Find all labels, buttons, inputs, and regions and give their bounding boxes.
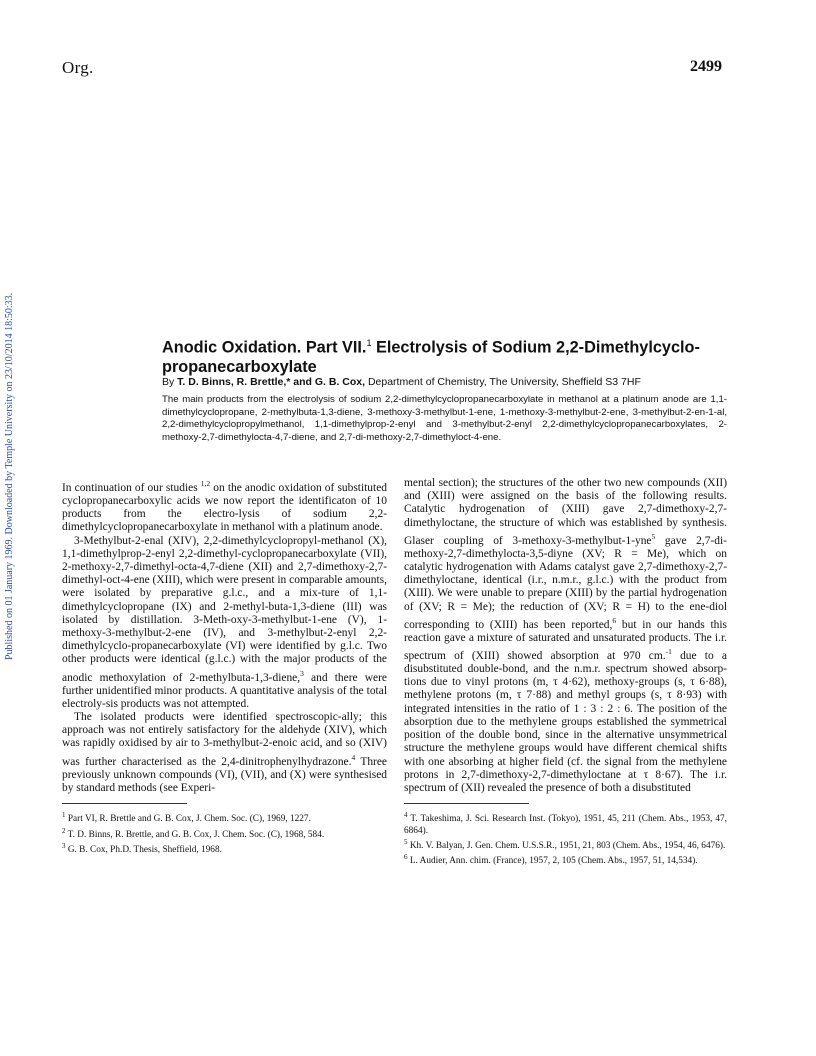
identification-text-b: Three previously unknown compounds (VI), (VII), and (X) were synthesised by standard methods (see Experi- — [62, 755, 387, 794]
footnote-number: 2 — [62, 826, 66, 835]
structures-text-a: mental section); the structures of the other two new compounds (XII) and (XIII) were assigned on the basis of the following results. Catalytic hydrogenation of (XIII) gave 2,7-dimethoxy-2,7-dimethyloctane, the structure of which was established by synthesis. Glaser coupling of 3-methoxy-3-methylbut-1-yne — [404, 477, 727, 547]
author-list: T. D. Binns, R. Brettle,* and G. B. Cox, — [177, 376, 366, 388]
paragraph-identification — [62, 711, 387, 795]
title-main: Anodic Oxidation. Part VII. — [162, 338, 367, 357]
footnote — [62, 841, 387, 856]
title-rest: Electrolysis of Sodium 2,2-Dimethylcyclo-propanecarboxylate — [162, 338, 700, 377]
structures-text-b: gave 2,7-di-methoxy-2,7-dimethylocta-3,5-diyne (XV; R = Me), which on catalytic hydrogenation with Adams catalyst gave 2,7-dimethoxy-2,7-dimethyloctane, identical (i.r., n.m.r., g.l.c.) with the product from (XIII). We were unable to prepare (XIII) by the partial hydrogenation of (XV; R = Me); the reduction of (XV; R = H) to the ene-diol corresponding to (XIII) has been reported, — [404, 534, 727, 631]
journal-name: Org. — [62, 58, 94, 77]
footnote — [62, 826, 387, 841]
footnote-number: 3 — [62, 841, 66, 850]
right-column — [404, 477, 727, 868]
structures-text-c: but in our hands this reaction gave a mixture of saturated and unsaturated products. The i.r. spectrum of (XIII) showed absorption at 970 cm. — [404, 618, 727, 662]
products-text-b: and there were further unidentified minor products. A quantitative analysis of the total electroly-sis products was not attempted. — [62, 671, 387, 710]
footnote — [404, 837, 727, 852]
affiliation: Department of Chemistry, The University, Sheffield S3 7HF — [365, 376, 641, 388]
footnote-number: 1 — [62, 811, 66, 820]
abstract: The main products from the electrolysis of sodium 2,2-dimethylcyclopropanecarboxylate in methanol at a platinum anode are 1,1-dimethylcyclopropane, 2-methylbuta-1,3-diene, 3-methoxy-3-methylbut-1-ene, 1-methoxy-3-methylbut-2-ene, 3-methylbut-2-en-1-al, 2,2-dimethylcyclopropylmethanol, 1,1-dimethylprop-2-enyl and 3-methylbut-2-enyl 2,2-dimethylcyclopropanecarboxylates, 2-methoxy-2,7-dimethylocta-4,7-diene, and 2,7-di-methoxy-2,7-dimethyloct-4-ene. — [162, 394, 727, 443]
footnote-number: 5 — [404, 837, 408, 846]
footnote-text: T. Takeshima, J. Sci. Research Inst. (Tokyo), 1951, 45, 211 (Chem. Abs., 1953, 47, 6864). — [404, 814, 727, 836]
ref-1-2: 1,2 — [200, 479, 211, 488]
left-column — [62, 477, 387, 856]
unit-exponent: -1 — [665, 647, 672, 657]
ref-6: 6 — [612, 615, 617, 625]
products-text-a: 3-Methylbut-2-enal (XIV), 2,2-dimethylcyclopropyl-methanol (X), 1,1-dimethylprop-2-enyl 2,2-dimethyl-cyclopropanecarboxylate (VII), 2-methoxy-2,7-dimethyl-octa-4,7-diene (XII) and 2,7-dimethoxy-2,7-dimethyl-oct-4-ene (XIII), which were present in comparable amounts, were isolated by preparative g.l.c., and a mix-ture of 1,1-dimethylcyclopropane (IX) and 2-methyl-buta-1,3-diene (III) was isolated by distillation. 3-Meth-oxy-3-methylbut-1-ene (V), 1-methoxy-3-methylbut-2-ene (IV), and 3-methylbut-2-enyl 2,2-dimethylcyclo-propanecarboxylate (VI) were identified by g.l.c. Two other products were identical (g.l.c.) with the major products of the anodic methoxylation of 2-methylbuta-1,3-diene, — [62, 534, 387, 684]
intro-lead: In continuation of our studies — [62, 481, 201, 494]
identification-text-a: The isolated products were identified spectroscopic-ally; this approach was not entirely satisfactory for the aldehyde (XIV), which was rapidly oxidised by air to 3-methylbut-2-enoic acid, and so (XIV) was further characterised as the 2,4-dinitrophenylhydrazone. — [62, 711, 387, 768]
structures-text-d: due to a disubstituted double-bond, and the n.m.r. spectrum showed absorp-tions due to vinyl protons (m, τ 4·62), methoxy-groups (s, τ 6·88), methylene protons (m, τ 7·88) and methyl groups (s, τ 8·93) with integrated intensities in the ratio of 1 : 3 : 2 : 6. The position of the absorption due to the methylene groups established the symmetrical position of the double bond, since in the alternative unsymmetrical structure the methylene groups would have different chemical shifts with one absorbing at higher field (cf. the signal from the methylene protons in 2,7-dimethoxy-2,7-dimethyloctane at τ 8·67). The i.r. spectrum of (XII) revealed the presence of both a disubstituted — [404, 649, 727, 794]
paragraph-products — [62, 535, 387, 711]
intro-rest: on the anodic oxidation of substituted cyclopropanecarboxylic acids we now report the identificaton of 10 products from the electro-lysis of sodium 2,2-dimethylcyclopropanecarboxylate in methanol with a platinum anode. — [62, 481, 388, 534]
footnote-text: L. Audier, Ann. chim. (France), 1957, 2, 105 (Chem. Abs., 1957, 51, 14,534). — [407, 856, 698, 867]
paragraph-structures — [404, 477, 727, 795]
footnote-number: 4 — [404, 811, 408, 820]
title-footnote-ref: 1 — [366, 338, 372, 348]
download-watermark: Published on 01 January 1969. Downloaded by Temple University on 23/10/2014 18:50:33. — [4, 292, 15, 660]
paragraph-intro — [62, 477, 387, 535]
footnote-text: G. B. Cox, Ph.D. Thesis, Sheffield, 1968. — [65, 844, 222, 855]
footnote — [404, 810, 727, 837]
byline — [162, 376, 742, 388]
footnote-rule — [62, 803, 187, 804]
ref-4: 4 — [351, 752, 356, 762]
byline-prefix: By — [162, 376, 178, 388]
footnote-text: T. D. Binns, R. Brettle, and G. B. Cox, J. Chem. Soc. (C), 1968, 584. — [65, 829, 325, 840]
page-number: 2499 — [690, 58, 722, 75]
footnote-text: Part VI, R. Brettle and G. B. Cox, J. Chem. Soc. (C), 1969, 1227. — [65, 814, 311, 825]
ref-5: 5 — [651, 531, 656, 541]
footnote-rule — [404, 803, 529, 804]
article-title — [162, 333, 742, 377]
ref-3: 3 — [300, 668, 304, 678]
footnote-number: 6 — [404, 853, 408, 862]
footnote — [404, 852, 727, 867]
footnote-text: Kh. V. Balyan, J. Gen. Chem. U.S.S.R., 1951, 21, 803 (Chem. Abs., 1954, 46, 6476). — [407, 840, 726, 851]
footnote — [62, 810, 387, 825]
